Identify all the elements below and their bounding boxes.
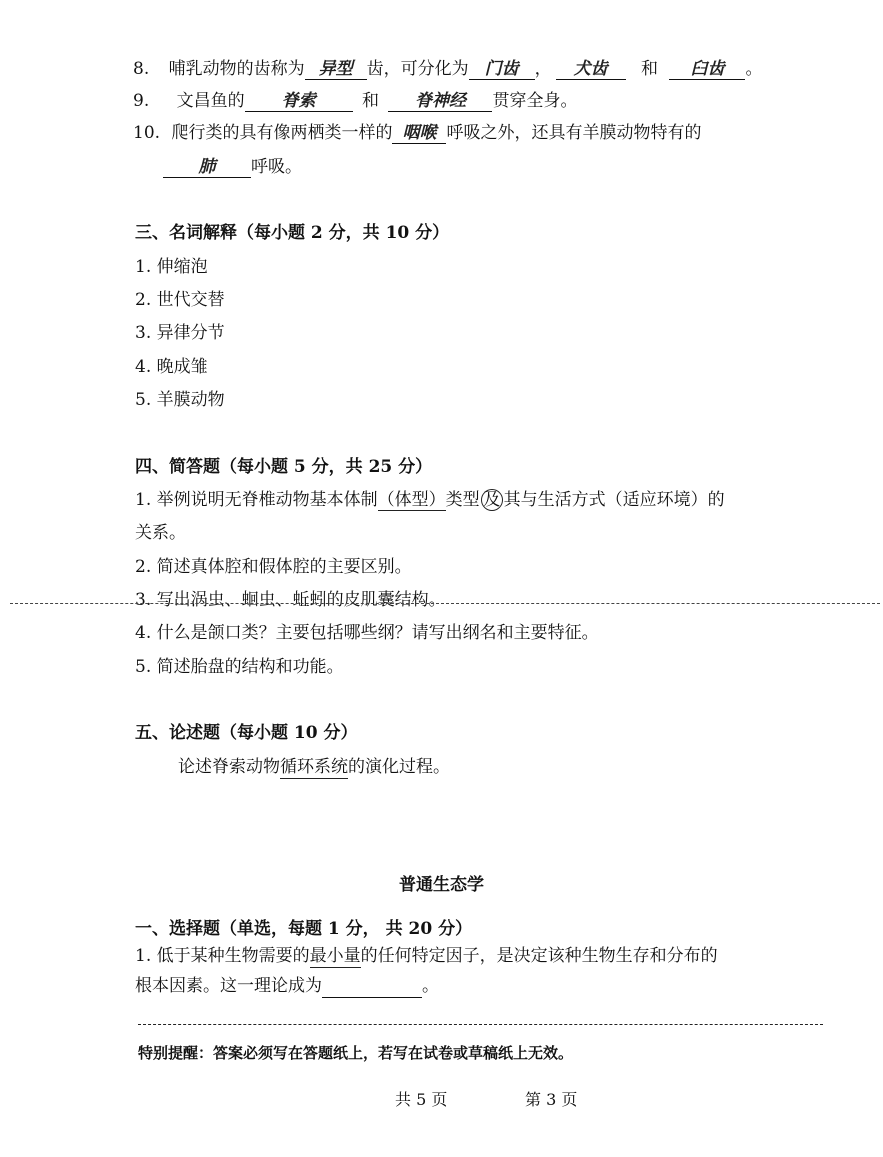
question-9 xyxy=(133,90,577,112)
ecology-question-1 xyxy=(135,945,718,967)
question-text: 。 xyxy=(745,59,763,79)
handwritten-answer: 脊神经 xyxy=(388,91,492,112)
handwritten-answer: 肺 xyxy=(163,157,251,178)
handwritten-answer: 门齿 xyxy=(469,59,535,80)
term-item: 4. 晚成雏 xyxy=(135,357,208,377)
circled-character: 及 xyxy=(481,489,503,511)
handwritten-answer: 臼齿 xyxy=(669,59,745,80)
question-text: 和 xyxy=(362,91,380,111)
question-text: 论述脊索动物 xyxy=(178,757,280,777)
short-answer-5: 5. 简述胎盘的结构和功能。 xyxy=(135,657,344,677)
question-text: 根本因素。这一理论成为 xyxy=(135,976,322,996)
ecology-section-1-heading: 一、选择题（单选，每题 1 分， 共 20 分） xyxy=(135,919,473,939)
handwritten-answer: 脊索 xyxy=(245,91,353,112)
question-text: 爬行类的具有像两栖类一样的 xyxy=(171,123,393,143)
question-number: 9. xyxy=(133,91,150,111)
question-text: 贯穿全身。 xyxy=(492,91,578,111)
short-answer-2: 2. 简述真体腔和假体腔的主要区别。 xyxy=(135,557,412,577)
question-text: 其与生活方式（适应环境）的 xyxy=(503,490,725,510)
question-text: 齿，可分化为 xyxy=(366,59,469,79)
short-answer-4: 4. 什么是颌口类？主要包括哪些纲？请写出纲名和主要特征。 xyxy=(135,623,599,643)
term-item: 2. 世代交替 xyxy=(135,290,225,310)
section-4-heading: 四、简答题（每小题 5 分，共 25 分） xyxy=(135,457,433,477)
short-answer-1-continued: 关系。 xyxy=(135,523,186,543)
term-item: 3. 异律分节 xyxy=(135,323,225,343)
question-text: 。 xyxy=(422,976,439,996)
strikethrough-line xyxy=(10,603,880,604)
separator-line xyxy=(138,1024,823,1025)
short-answer-3-struck: 3. 写出涡虫、蛔虫、蚯蚓的皮肌囊结构。 xyxy=(135,590,446,610)
question-text: 哺乳动物的齿称为 xyxy=(168,59,305,79)
section-5-heading: 五、论述题（每小题 10 分） xyxy=(135,723,358,743)
question-text: 的演化过程。 xyxy=(348,757,450,777)
page-number: 第 3 页 xyxy=(525,1090,578,1109)
handwritten-answer: 咽喉 xyxy=(392,123,446,144)
handwritten-answer: 犬齿 xyxy=(556,59,626,80)
underlined-text: （体型） xyxy=(377,490,446,510)
answer-blank xyxy=(322,975,422,998)
question-text: 文昌鱼的 xyxy=(176,91,245,111)
term-item: 1. 伸缩泡 xyxy=(135,257,208,277)
question-text: 呼吸之外，还具有羊膜动物特有的 xyxy=(446,123,702,143)
subject-title: 普通生态学 xyxy=(399,875,484,895)
underlined-text: 最小量 xyxy=(309,946,361,966)
short-answer-1 xyxy=(135,489,725,511)
question-number: 8. xyxy=(133,59,150,79)
section-3-heading: 三、名词解释（每小题 2 分，共 10 分） xyxy=(135,223,450,243)
question-10-continued xyxy=(163,156,302,178)
question-text: 呼吸。 xyxy=(251,157,302,177)
handwritten-answer: 异型 xyxy=(305,59,367,80)
question-8 xyxy=(133,58,762,80)
question-number: 10. xyxy=(133,123,161,143)
question-10 xyxy=(133,122,701,144)
page-total: 共 5 页 xyxy=(395,1090,448,1109)
underlined-text: 循环系统 xyxy=(280,757,348,777)
question-text: 1. 低于某种生物需要的 xyxy=(135,946,310,966)
notice-text: 特别提醒：答案必须写在答题纸上，若写在试卷或草稿纸上无效。 xyxy=(138,1044,574,1062)
question-text: 和 xyxy=(641,59,659,79)
question-text: ， xyxy=(534,59,552,79)
question-text: 的任何特定因子，是决定该种生物生存和分布的 xyxy=(360,946,718,966)
term-item: 5. 羊膜动物 xyxy=(135,390,225,410)
ecology-question-1-continued xyxy=(135,975,439,998)
question-text: 类型 xyxy=(445,490,480,510)
essay-question xyxy=(178,756,450,778)
question-text: 1. 举例说明无脊椎动物基本体制 xyxy=(135,490,378,510)
